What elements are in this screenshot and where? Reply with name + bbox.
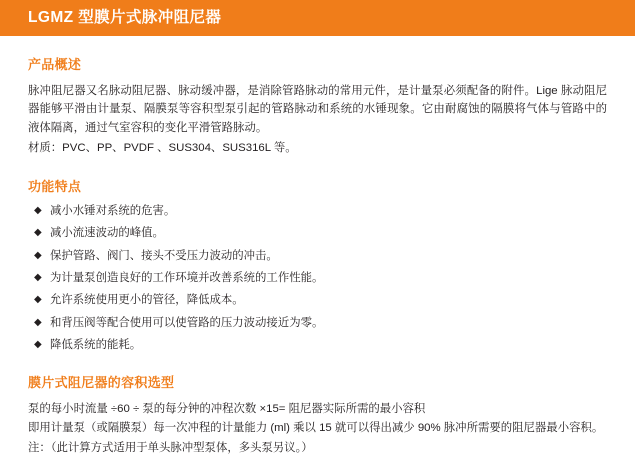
section-features [28,176,607,354]
list-item [28,271,607,286]
document-content [0,54,635,458]
diamond-bullet-icon: ◆ [34,227,42,239]
list-item [28,316,607,331]
diamond-bullet-icon: ◆ [34,339,42,351]
volume-explanation-line: 即用计量泵（或隔膜泵）每一次冲程的计量能力 (ml) 乘以 15 就可以得出减少 90% 脉冲所需要的阻尼器最小容积。 [28,422,604,435]
overview-paragraph-2: 材质：PVC、PP、PVDF 、SUS304、SUS316L 等。 [28,142,297,155]
list-item-label: 为计量泵创造良好的工作环境并改善系统的工作性能。 [50,272,324,285]
diamond-bullet-icon: ◆ [34,204,42,216]
list-item [28,338,607,353]
volume-formula-line: 泵的每小时流量 ÷60 ÷ 泵的每分钟的冲程次数 ×15= 阻尼器实际所需的最小容积 [28,402,426,415]
list-item-label: 保护管路、阀门、接头不受压力波动的冲击。 [50,249,278,262]
section-volume-selection [28,372,607,458]
volume-note-line: 注：（此计算方式适用于单头脉冲型泵体，多头泵另议。） [28,441,313,454]
section-title-features: 功能特点 [28,178,82,194]
diamond-bullet-icon: ◆ [34,294,42,306]
diamond-bullet-icon: ◆ [34,249,42,261]
list-item [28,293,607,308]
list-item-label: 减小流速波动的峰值。 [50,227,164,240]
list-item-label: 减小水锤对系统的危害。 [50,204,176,217]
page-title: LGMZ 型膜片式脉冲阻尼器 [28,9,222,26]
list-item [28,204,607,219]
list-item [28,226,607,241]
list-item-label: 降低系统的能耗。 [50,339,142,352]
section-product-overview [28,54,607,158]
overview-paragraph-1: 脉冲阻尼器又名脉动阻尼器、脉动缓冲器，是消除管路脉动的常用元件，是计量泵必须配备的附件。Lige 脉动阻尼器能够平滑由计量泵、隔膜泵等容积型泵引起的管路脉动和系统的水锤现象。它由耐腐蚀的隔膜将气体与管路中的液体隔离，通过气室容积的变化平滑管路脉动。 [28,85,607,134]
section-title-volume-selection: 膜片式阻尼器的容积选型 [28,374,175,390]
diamond-bullet-icon: ◆ [34,316,42,328]
page-header-bar [0,0,635,36]
diamond-bullet-icon: ◆ [34,272,42,284]
list-item-label: 允许系统使用更小的管径，降低成本。 [50,294,244,307]
list-item [28,249,607,264]
section-title-product-overview: 产品概述 [28,57,82,72]
list-item-label: 和背压阀等配合使用可以使管路的压力波动接近为零。 [50,316,324,329]
feature-list [28,204,607,354]
